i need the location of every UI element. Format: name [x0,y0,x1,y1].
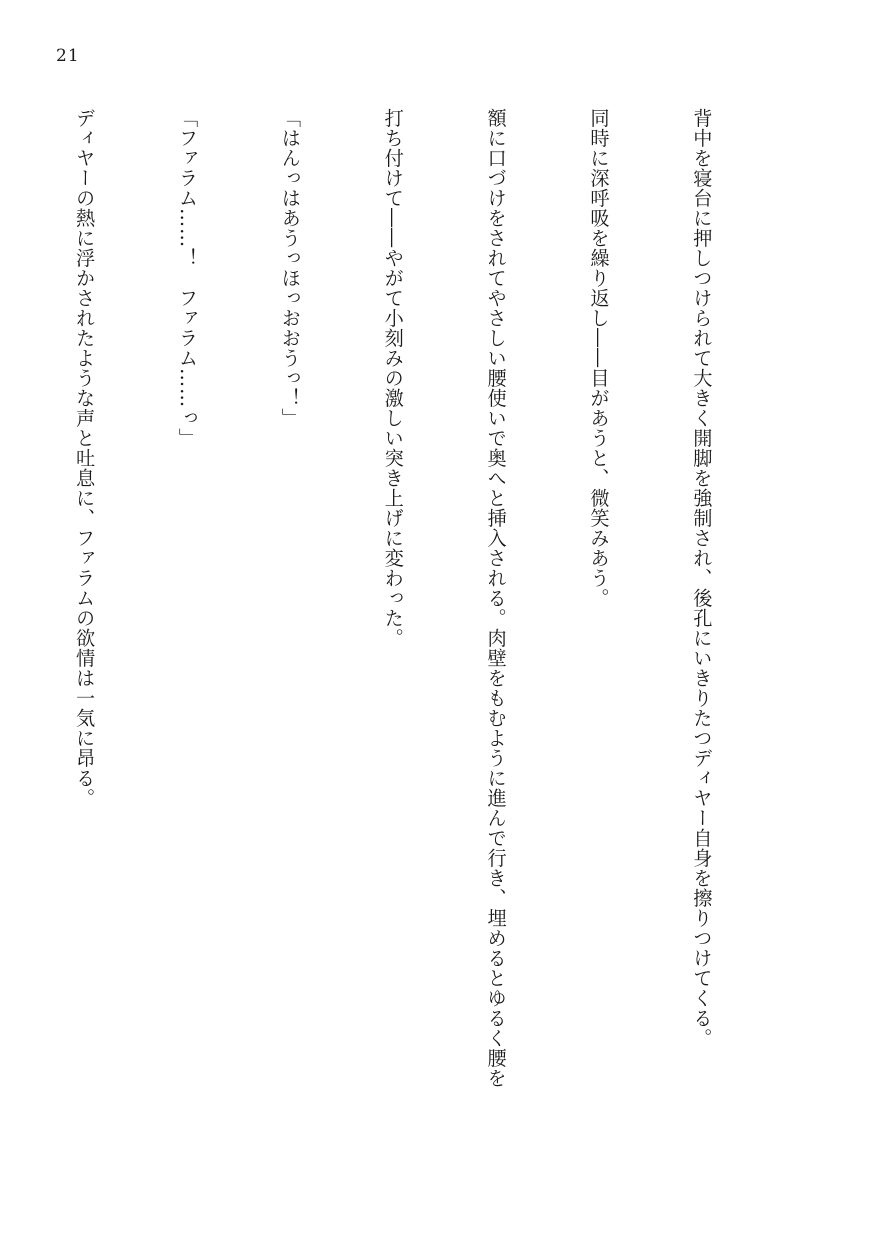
text-line: 「はんっはあうっほっおおうっ！」 [278,108,302,428]
text-line: 額に口づけをされてやさしい腰使いで奥へと挿入される。肉壁をもむように進んで行き、埋めるとゆるく腰を [484,108,508,1088]
vertical-text-body [0,108,787,1138]
text-line: 打ち付けて――やがて小刻みの激しい突き上げに変わった。 [381,108,405,648]
page-number: 21 [56,46,80,66]
text-line: 背中を寝台に押しつけられて大きく開脚を強制され、後孔にいきりたつディヤー自身を擦りつけてくる。 [690,108,714,1048]
text-line: ディヤーの熱に浮かされたような声と吐息に、ファラムの欲情は一気に昂る。 [73,108,97,808]
text-line: 「ファラム……！ ファラム……っ」 [175,108,199,448]
text-line: 同時に深呼吸を繰り返し――目があうと、微笑みあう。 [587,108,611,608]
